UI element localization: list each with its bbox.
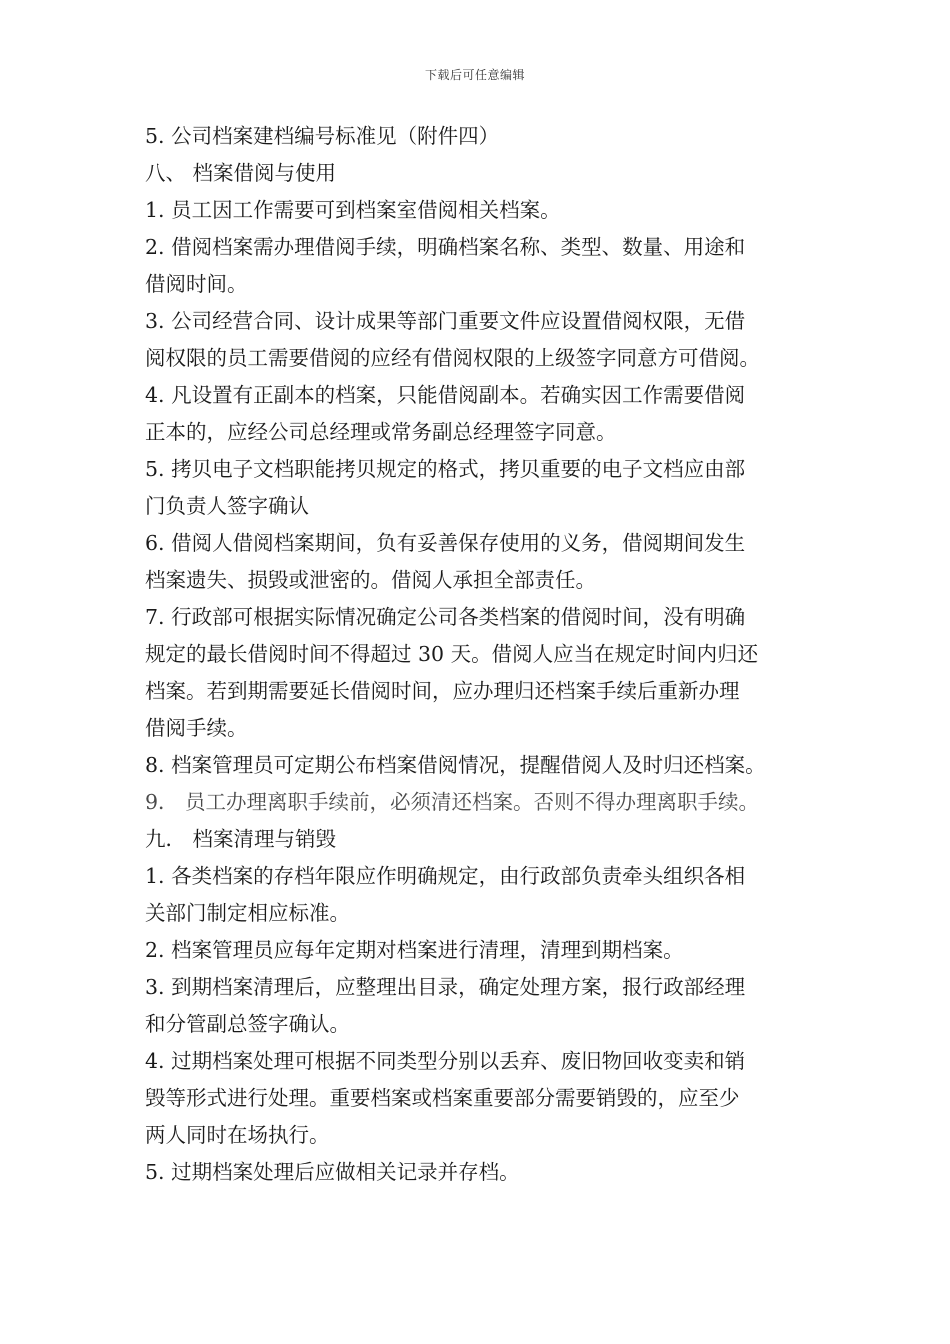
text-line: 4. 凡设置有正副本的档案，只能借阅副本。若确实因工作需要借阅 <box>145 383 746 407</box>
document-body <box>145 118 810 1191</box>
text-line: 关部门制定相应标准。 <box>145 901 350 925</box>
text-line: 3. 公司经营合同、设计成果等部门重要文件应设置借阅权限，无借 <box>145 309 746 333</box>
text-line: 阅权限的员工需要借阅的应经有借阅权限的上级签字同意方可借阅。 <box>145 346 760 370</box>
text-line: 借阅手续。 <box>145 716 248 740</box>
text-line: 5. 公司档案建档编号标准见（附件四） <box>145 124 500 148</box>
section-heading: 九． 档案清理与销毁 <box>145 827 337 851</box>
text-line: 规定的最长借阅时间不得超过 30 天。借阅人应当在规定时间内归还 <box>145 642 759 666</box>
text-line: 7. 行政部可根据实际情况确定公司各类档案的借阅时间，没有明确 <box>145 605 746 629</box>
text-line: 档案遗失、损毁或泄密的。借阅人承担全部责任。 <box>145 568 596 592</box>
text-line: 1. 员工因工作需要可到档案室借阅相关档案。 <box>145 198 561 222</box>
text-line: 两人同时在场执行。 <box>145 1123 330 1147</box>
header-note: 下载后可任意编辑 <box>424 68 525 82</box>
text-line: 4. 过期档案处理可根据不同类型分别以丢弃、废旧物回收变卖和销 <box>145 1049 746 1073</box>
text-line: 2. 借阅档案需办理借阅手续，明确档案名称、类型、数量、用途和 <box>145 235 746 259</box>
text-line: 档案。若到期需要延长借阅时间，应办理归还档案手续后重新办理 <box>145 679 740 703</box>
text-line: 9． 员工办理离职手续前，必须清还档案。否则不得办理离职手续。 <box>145 790 760 814</box>
text-line: 8. 档案管理员可定期公布档案借阅情况，提醒借阅人及时归还档案。 <box>145 753 766 777</box>
text-line: 5. 过期档案处理后应做相关记录并存档。 <box>145 1160 520 1184</box>
text-line: 正本的，应经公司总经理或常务副总经理签字同意。 <box>145 420 617 444</box>
text-line: 6. 借阅人借阅档案期间，负有妥善保存使用的义务，借阅期间发生 <box>145 531 746 555</box>
text-line: 3. 到期档案清理后，应整理出目录，确定处理方案，报行政部经理 <box>145 975 746 999</box>
text-line: 借阅时间。 <box>145 272 248 296</box>
text-line: 5. 拷贝电子文档职能拷贝规定的格式，拷贝重要的电子文档应由部 <box>145 457 746 481</box>
text-line: 和分管副总签字确认。 <box>145 1012 350 1036</box>
text-line: 2. 档案管理员应每年定期对档案进行清理，清理到期档案。 <box>145 938 684 962</box>
text-line: 1. 各类档案的存档年限应作明确规定，由行政部负责牵头组织各相 <box>145 864 746 888</box>
section-heading: 八、 档案借阅与使用 <box>145 161 337 185</box>
text-line: 门负责人签字确认 <box>145 494 309 518</box>
text-line: 毁等形式进行处理。重要档案或档案重要部分需要销毁的，应至少 <box>145 1086 740 1110</box>
